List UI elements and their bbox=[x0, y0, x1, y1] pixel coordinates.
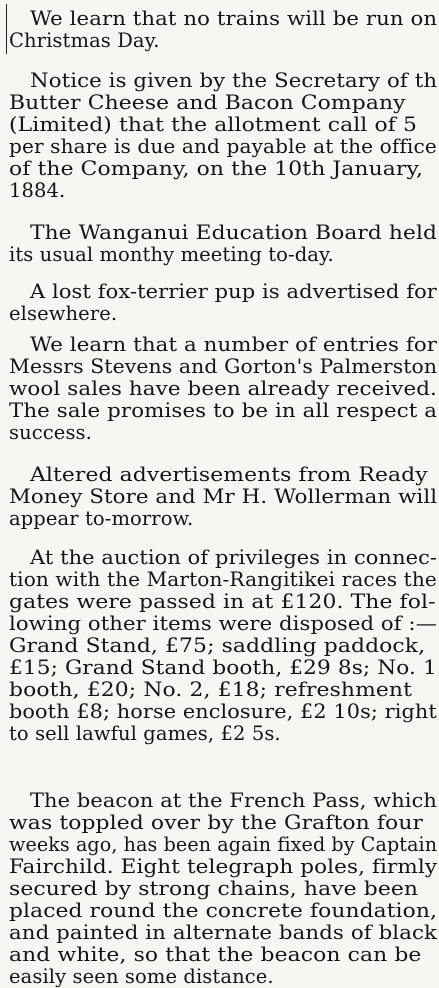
paragraph-line: secured by strong chains, have been bbox=[9, 877, 419, 900]
paragraph-line: 1884. bbox=[9, 179, 66, 202]
paragraph-line: of the Company, on the 10th January, bbox=[9, 157, 424, 180]
paragraph-line: lowing other items were disposed of :— bbox=[9, 612, 437, 635]
paragraph-line: Altered advertisements from Ready bbox=[30, 463, 428, 486]
paragraph-line: Fairchild. Eight telegraph poles, firmly bbox=[9, 855, 438, 878]
paragraph-line: appear to-morrow. bbox=[9, 507, 194, 530]
paragraph-line: A lost fox-terrier pup is advertised for bbox=[30, 280, 437, 303]
paragraph-line: Christmas Day. bbox=[9, 29, 160, 52]
paragraph-line: At the auction of privileges in connec- bbox=[30, 546, 438, 569]
paragraph-line: We learn that no trains will be run on bbox=[30, 7, 438, 30]
paragraph-line: The Wanganui Education Board held bbox=[30, 221, 438, 244]
paragraph-line: The sale promises to be in all respect a bbox=[9, 399, 438, 422]
paragraph-line: placed round the concrete foundation, bbox=[9, 899, 438, 922]
paragraph-line: was toppled over by the Grafton four bbox=[9, 811, 424, 834]
paragraph-line: gates were passed in at £120. The fol- bbox=[9, 590, 436, 613]
paragraph-line: Notice is given by the Secretary of th bbox=[30, 69, 438, 92]
paragraph-line: Money Store and Mr H. Wollerman will bbox=[9, 485, 438, 508]
column-rule bbox=[6, 4, 7, 54]
paragraph-line: success. bbox=[9, 421, 92, 444]
paragraph-line: We learn that a number of entries for bbox=[30, 333, 438, 356]
paragraph-line: £15; Grand Stand booth, £29 8s; No. 1 bbox=[9, 656, 437, 679]
paragraph-line: Grand Stand, £75; saddling paddock, bbox=[9, 634, 426, 657]
paragraph-line: and white, so that the beacon can be bbox=[9, 943, 422, 966]
paragraph-line: weeks ago, has been again fixed by Captain bbox=[9, 833, 438, 856]
paragraph-line: easily seen some distance. bbox=[9, 965, 274, 988]
paragraph-line: tion with the Marton-Rangitikei races the bbox=[9, 568, 437, 591]
paragraph-line: booth £8; horse enclosure, £2 10s; right bbox=[9, 700, 437, 723]
paragraph-line: to sell lawful games, £2 5s. bbox=[9, 722, 281, 745]
paragraph-line: booth, £20; No. 2, £18; refreshment bbox=[9, 678, 413, 701]
paragraph-line: elsewhere. bbox=[9, 302, 118, 325]
paragraph-line: and painted in alternate bands of black bbox=[9, 921, 437, 944]
paragraph-line: per share is due and payable at the office bbox=[9, 135, 437, 158]
paragraph-line: (Limited) that the allotment call of 5 bbox=[9, 113, 417, 136]
paragraph-line: Butter Cheese and Bacon Company bbox=[9, 91, 406, 114]
paragraph-line: The beacon at the French Pass, which bbox=[30, 789, 437, 812]
paragraph-line: Messrs Stevens and Gorton's Palmerston bbox=[9, 355, 438, 378]
paragraph-line: its usual monthy meeting to-day. bbox=[9, 243, 334, 266]
paragraph-line: wool sales have been already received. bbox=[9, 377, 437, 400]
